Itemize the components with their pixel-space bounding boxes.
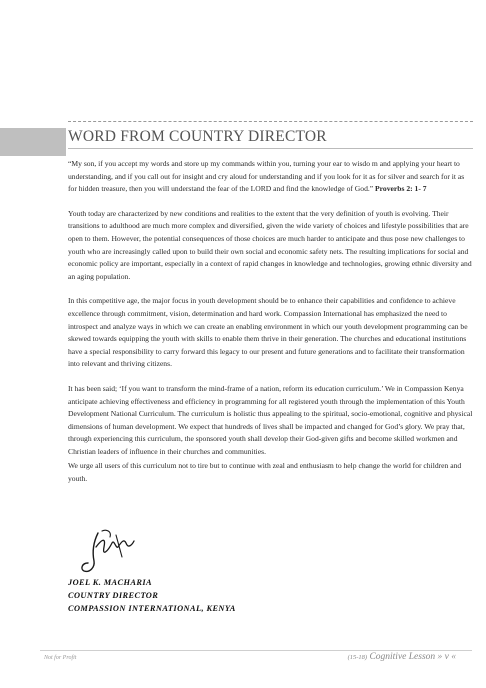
quote-reference: Proverbs 2: 1- 7 [375,184,427,194]
top-dashed-divider [68,121,473,122]
title-underline [68,148,473,149]
quote-text: “My son, if you accept my words and store up my commands within you, turning your ear to wisdo m and applying your heart to understanding, and if you call out for insight and cry aloud for understanding and if you look for it as for silver and search for it as for hidden treasure, then you will understand the fear of the LORD and find the knowledge of God.” [68,159,465,194]
footer-lesson: Cognitive Lesson [369,652,436,662]
paragraph-competitive-age: In this competitive age, the major focus in youth development should be to enhance their capabilities and confidence to achieve excellence through commitment, vision, determination and hard work. Compassion International has emphasized the need to introspect and analyze ways in which we can create an enabling environment in which our youth development programming can be skewed towards equipping the youth with skills to enable them thrive in their generation. The churches and educational institutions have a special responsibility to carry forward this legacy to our present and future generations and to facilitate their transformation into relevant and thriving citizens. [68,296,468,369]
footer-divider [40,650,472,651]
paragraph-transform-mind: It has been said; ‘If you want to transform the mind-frame of a nation, reform its education curriculum.’ We in Compassion Kenya anticipate achieving effectiveness and efficiency in programming for all registered youth through the implementation of this Youth Development National Curriculum. The curriculum is holistic thus appealing to the spiritual, socio-emotional, cognitive and physical dimensions of human development. We expect that hundreds of lives shall be impacted and changed for God’s glory. We pray that, through experiencing this curriculum, the sponsored youth shall develop their God-given gifts and become skilled workmen and Christian leaders of influence in their churches and communities. [68,383,473,456]
footer-lesson-label [348,652,456,662]
scripture-quote [68,158,473,196]
signatory-organization: COMPASSION INTERNATIONAL, KENYA [68,604,236,614]
signatory-block [68,576,236,616]
paragraph-youth-today: Youth today are characterized by new conditions and realities to the extent that the very definition of youth is evolving. Their transitions to adulthood are much more complex and diversified, given the wide variety of choices and lifestyle possibilities that are open to them. However, the potential consequences of those choices are much harder to anticipate and thus pose new challenges to youth who are increasingly called upon to build their own social and economic safety nets. The resulting implications for social and economic policy are important, especially in a context of rapid changes in knowledge and technologies, growing ethnic diversity and an aging population. [68,208,472,281]
page-title: WORD FROM COUNTRY DIRECTOR [68,128,327,145]
letter-body [68,158,473,498]
footer-age-range: (15-18) [347,654,368,661]
footer-note: Not for Profit [44,655,77,661]
footer-page-marker: » v « [437,652,456,662]
signatory-name: JOEL K. MACHARIA [68,578,153,587]
paragraph-urge-users: We urge all users of this curriculum not to tire but to continue with zeal and enthusiasm to help change the world for children and youth. [68,461,462,484]
director-signature [72,527,148,577]
signatory-role: COUNTRY DIRECTOR [68,591,159,601]
section-tab-marker [0,128,66,156]
